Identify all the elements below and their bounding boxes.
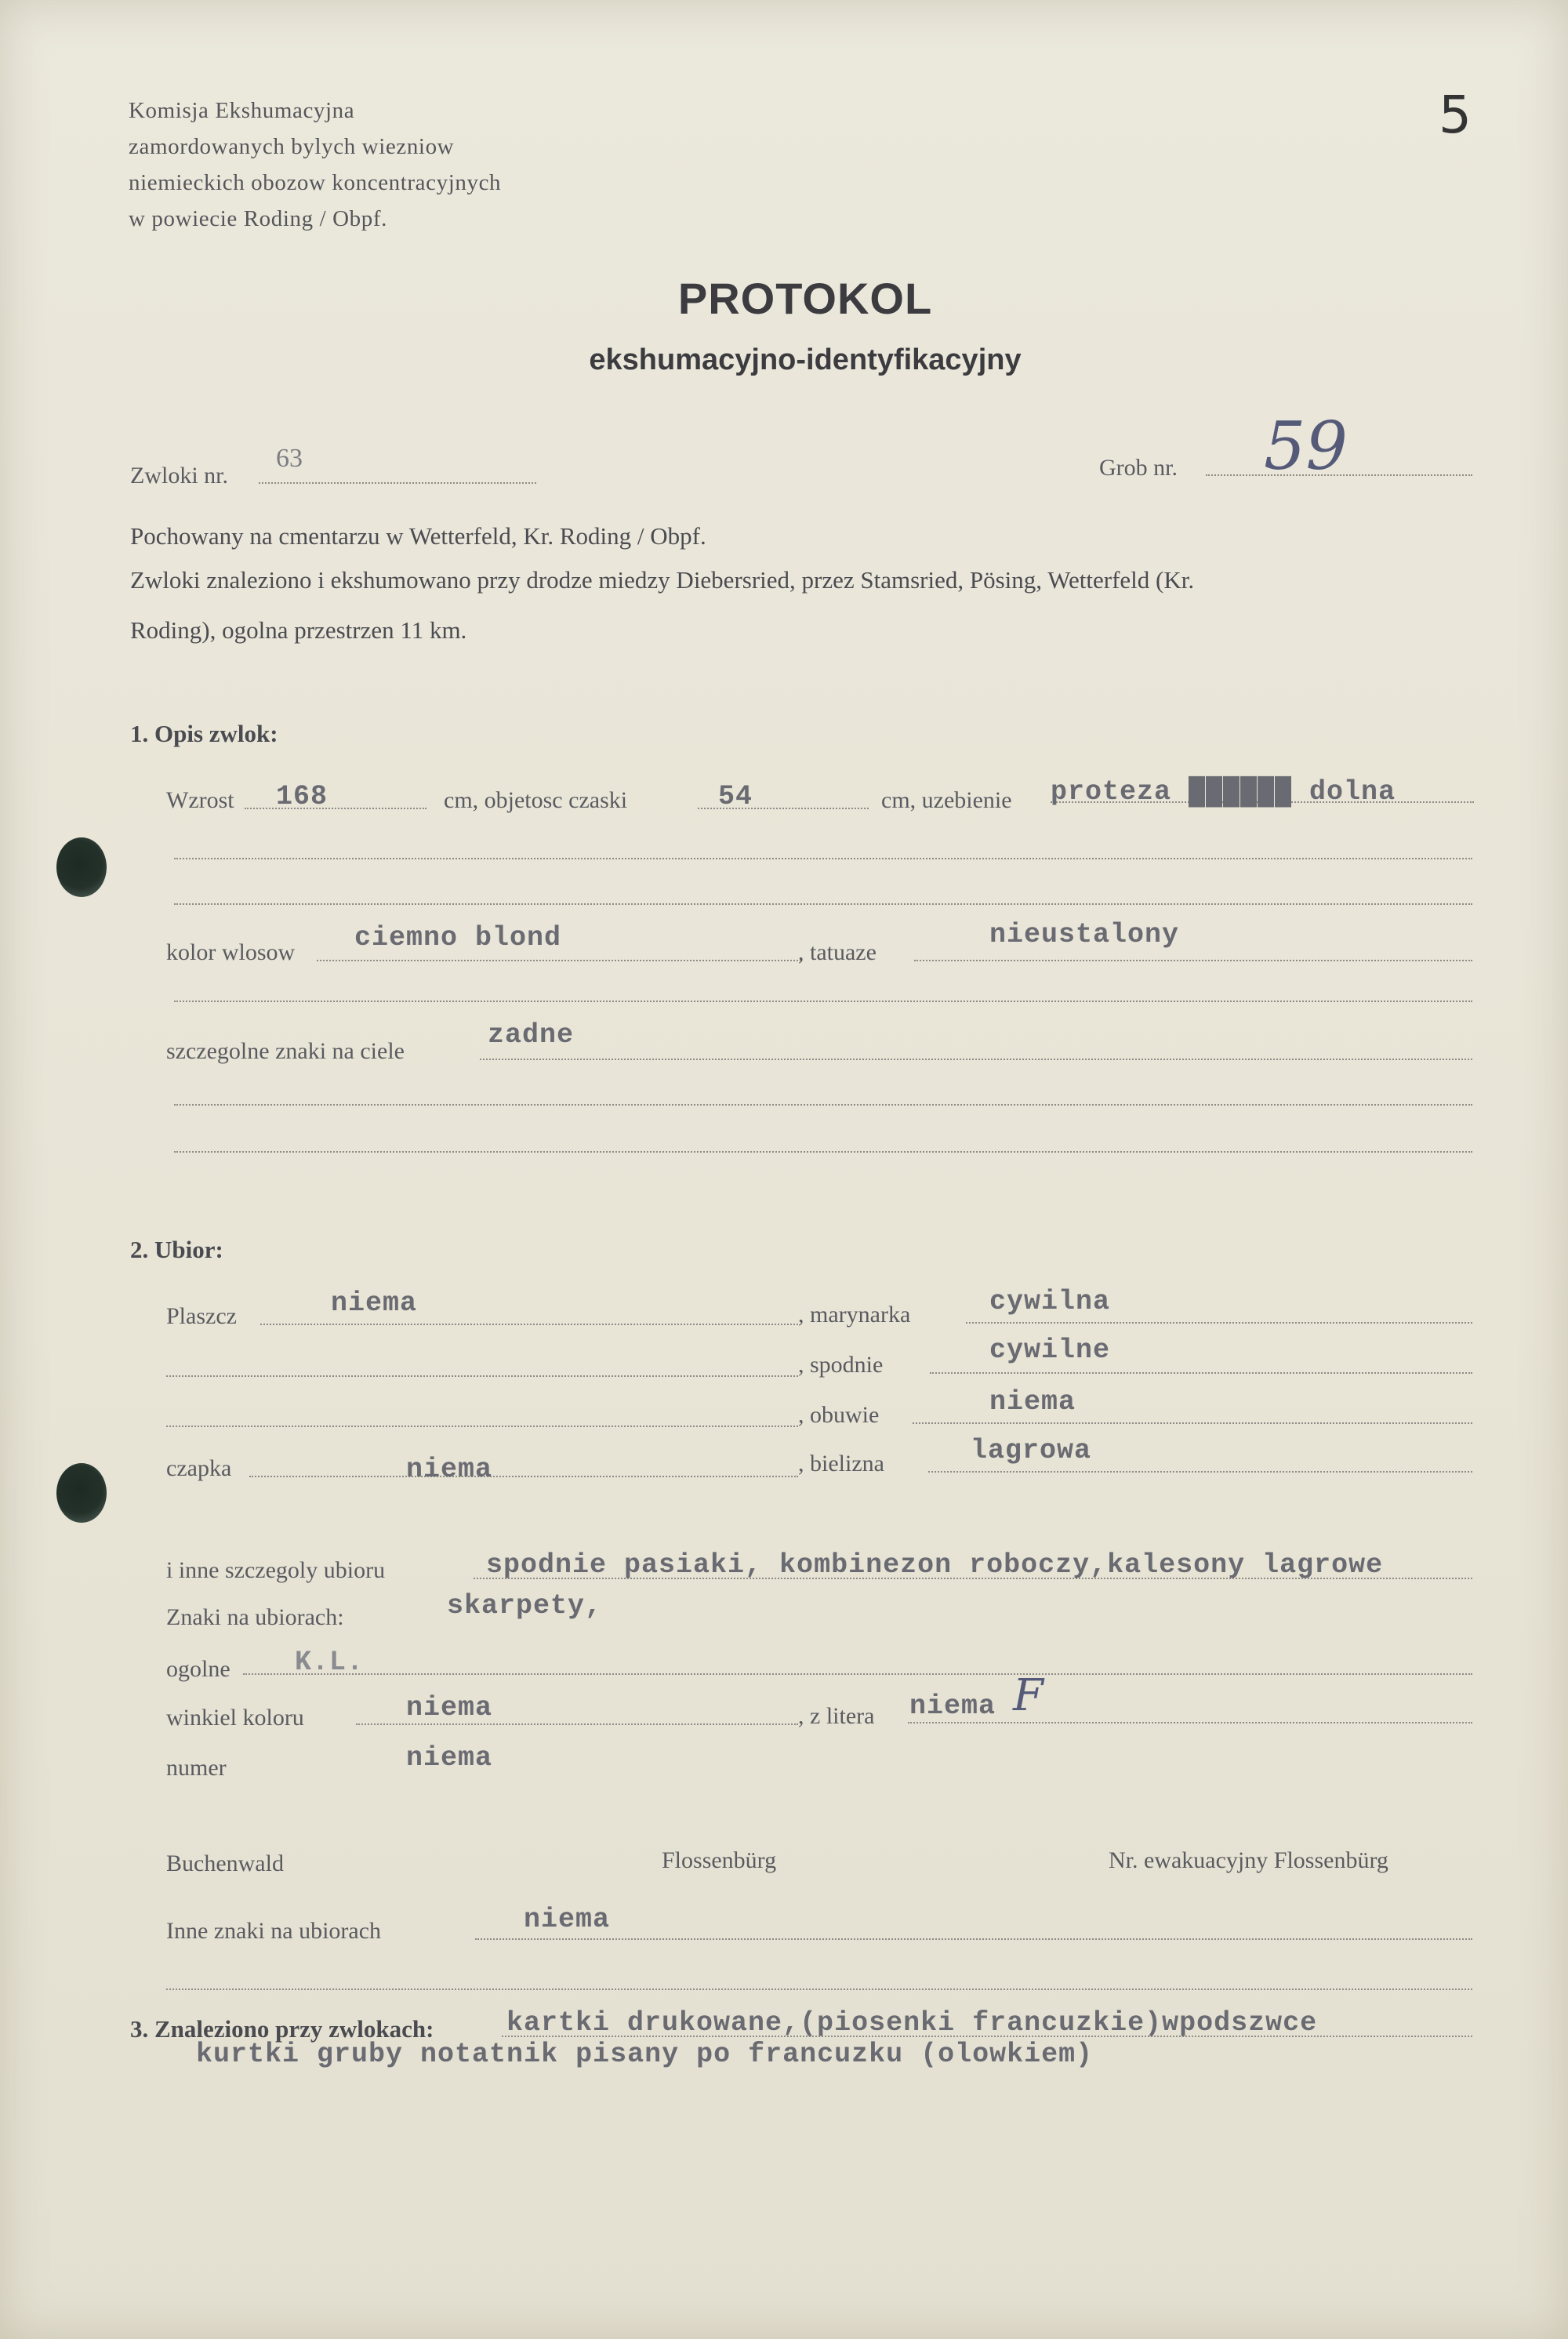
body-marks-dotline [480, 1059, 1472, 1060]
header-line-3: niemieckich obozow koncentracyjnych [129, 170, 502, 195]
blank-clothing-line-1 [166, 1375, 798, 1377]
general-marks-label: ogolne [166, 1656, 230, 1682]
remains-number-value: 63 [276, 444, 303, 473]
grave-number-value: 59 [1264, 408, 1348, 485]
letter-dotline [908, 1722, 1472, 1723]
section-1-heading: 1. Opis zwlok: [130, 720, 278, 747]
number-value: niema [406, 1742, 493, 1774]
page-number: 5 [1439, 85, 1472, 145]
number-label: numer [166, 1755, 227, 1781]
trousers-label: , spodnie [798, 1352, 884, 1378]
section-2-heading: 2. Ubior: [130, 1236, 223, 1263]
remains-number-dotline [259, 482, 536, 484]
letter-handwritten-mark: F [1013, 1670, 1044, 1721]
hair-value: ciemno blond [354, 922, 562, 953]
punch-hole-top [56, 837, 107, 897]
camp-buchenwald: Buchenwald [166, 1850, 284, 1876]
blank-line-2 [174, 903, 1472, 905]
cap-dotline [249, 1476, 798, 1477]
clothing-marks-value: skarpety, [447, 1590, 603, 1622]
header-line-4: w powiecie Roding / Obpf. [129, 206, 387, 231]
header-line-1: Komisja Ekshumacyjna [129, 98, 355, 123]
blank-clothing-line-2 [166, 1426, 798, 1427]
coat-label: Plaszcz [166, 1303, 237, 1329]
cap-label: czapka [166, 1455, 232, 1481]
burial-line-2: Zwloki znaleziono i ekshumowano przy drodze miedzy Diebersried, przez Stamsried, Pösing, Wetterfeld (Kr. [130, 566, 1195, 594]
triangle-color-dotline [356, 1723, 798, 1725]
found-items-line-2: kurtki gruby notatnik pisany po francuzku (olowkiem) [196, 2039, 1094, 2070]
blank-line-3 [174, 1001, 1472, 1002]
body-marks-value: zadne [488, 1019, 575, 1051]
found-items-line-1: kartki drukowane,(piosenki francuzkie)wpodszwce [506, 2007, 1318, 2039]
height-unit-skull-label: cm, objetosc czaski [444, 787, 628, 813]
jacket-dotline [966, 1322, 1472, 1324]
blank-line-1 [174, 858, 1472, 859]
letter-value: niema [909, 1691, 996, 1722]
height-value: 168 [276, 781, 328, 812]
burial-line-1: Pochowany na cmentarzu w Wetterfeld, Kr. Roding / Obpf. [130, 522, 706, 550]
evacuation-number: Nr. ewakuacyjny Flossenbürg [1109, 1847, 1388, 1873]
other-clothing-marks-value: niema [524, 1904, 611, 1935]
document-title: PROTOKOL [677, 274, 933, 323]
teeth-value: proteza ██████ dolna [1051, 776, 1396, 808]
section-3-heading: 3. Znaleziono przy zwlokach: [130, 2015, 434, 2043]
header-line-2: zamordowanych bylych wiezniow [129, 134, 455, 159]
trousers-dotline [930, 1372, 1472, 1374]
underwear-value: lagrowa [971, 1435, 1092, 1466]
underwear-label: , bielizna [798, 1451, 884, 1476]
cap-value: niema [406, 1454, 493, 1485]
hair-dotline [317, 960, 801, 961]
tattoo-dotline [914, 960, 1472, 961]
blank-clothing-line-3 [166, 1989, 1472, 1990]
teeth-label: cm, uzebienie [881, 787, 1012, 813]
underwear-dotline [928, 1471, 1472, 1473]
other-clothing-marks-label: Inne znaki na ubiorach [166, 1918, 382, 1944]
camp-flossenburg: Flossenbürg [662, 1847, 777, 1873]
triangle-color-label: winkiel koloru [166, 1705, 304, 1731]
remains-number-label: Zwloki nr. [130, 463, 228, 489]
jacket-label: , marynarka [798, 1302, 911, 1327]
burial-line-3: Roding), ogolna przestrzen 11 km. [130, 616, 467, 644]
shoes-dotline [913, 1422, 1472, 1424]
skull-value: 54 [718, 781, 753, 812]
tattoo-label: , tatuaze [798, 939, 877, 965]
punch-hole-bottom [56, 1463, 107, 1523]
other-details-label: i inne szczegoly ubioru [166, 1557, 386, 1583]
jacket-value: cywilna [989, 1286, 1111, 1317]
tattoo-value: nieustalony [989, 919, 1180, 950]
general-marks-dotline [243, 1673, 1472, 1675]
blank-line-5 [174, 1151, 1472, 1153]
hair-label: kolor wlosow [166, 939, 296, 965]
shoes-value: niema [989, 1386, 1076, 1418]
document-subtitle: ekshumacyjno-identyfikacyjny [589, 343, 1022, 376]
height-dotline [245, 808, 426, 809]
shoes-label: , obuwie [798, 1402, 880, 1428]
other-clothing-marks-dotline [475, 1938, 1472, 1940]
coat-dotline [260, 1324, 798, 1325]
other-details-value: spodnie pasiaki, kombinezon roboczy,kalesony lagrowe [486, 1549, 1384, 1581]
commission-header [129, 93, 501, 237]
trousers-value: cywilne [989, 1335, 1111, 1366]
clothing-marks-label: Znaki na ubiorach: [166, 1604, 344, 1630]
letter-label: , z litera [798, 1703, 875, 1729]
height-label: Wzrost [166, 787, 234, 813]
body-marks-label: szczegolne znaki na ciele [166, 1038, 405, 1064]
coat-value: niema [331, 1288, 418, 1319]
grave-number-label: Grob nr. [1099, 455, 1178, 481]
triangle-color-value: niema [406, 1692, 493, 1723]
blank-line-4 [174, 1104, 1472, 1106]
general-marks-value: K.L. [295, 1647, 365, 1678]
